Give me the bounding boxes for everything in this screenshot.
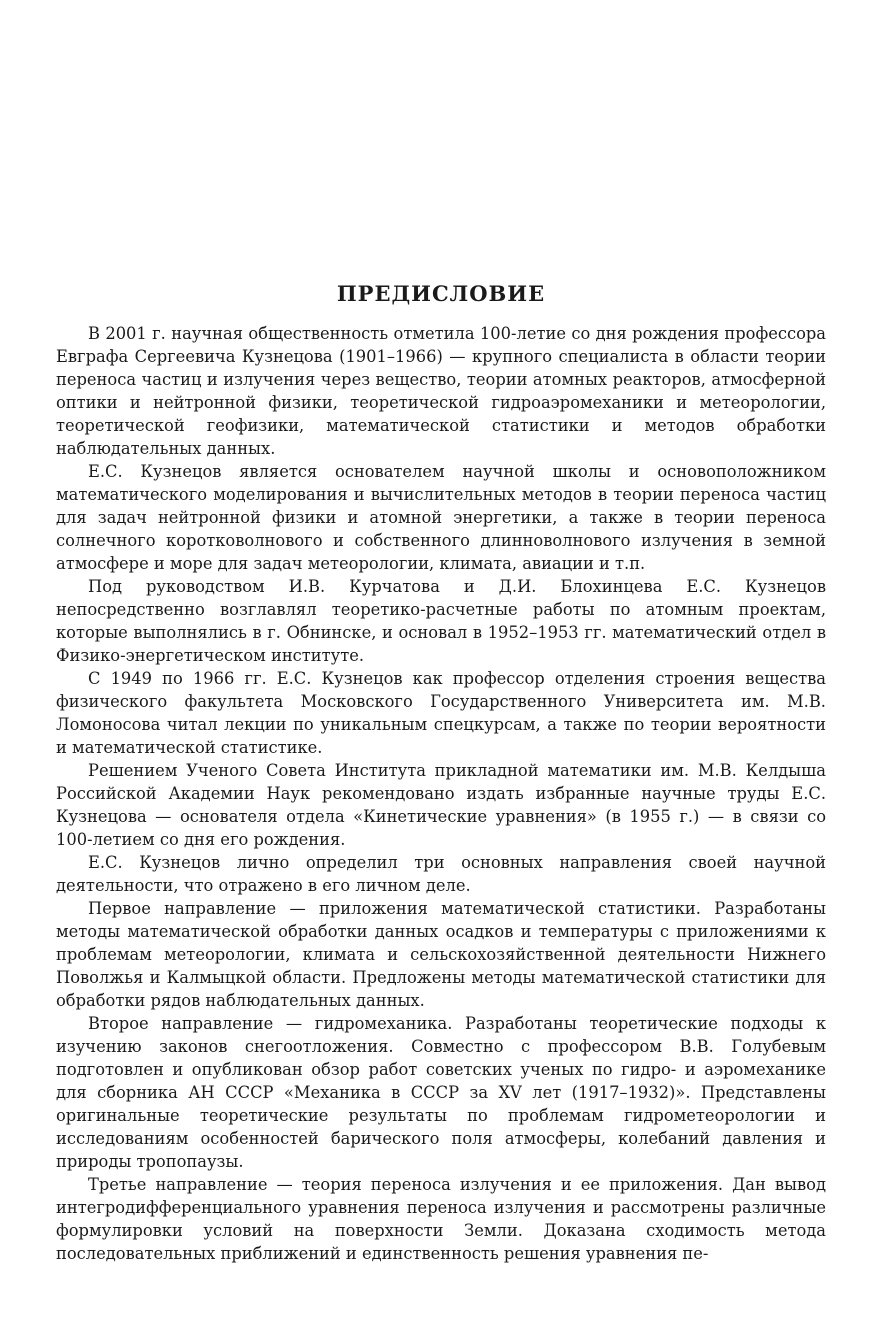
paragraph-3: Под руководством И.В. Курчатова и Д.И. Блохинцева Е.С. Кузнецов непосредственно возглавлял теоретико-расчетные работы по атомным проектам, которые выполнялись в г. Обнинске, и основал в 1952–1953 гг. математический отдел в Физико-энергетическом институте.	[56, 577, 826, 665]
paragraph-5: Решением Ученого Совета Института прикладной математики им. М.В. Келдыша Российской Академии Наук рекомендовано издать избранные научные труды Е.С. Кузнецова — основателя отдела «Кинетические уравнения» (в 1955 г.) — в связи со 100-летием со дня его рождения.	[56, 761, 826, 849]
paragraph-9: Третье направление — теория переноса излучения и ее приложения. Дан вывод интегродифференциального уравнения переноса излучения и рассмотрены различные формулировки условий на поверхности Земли. Доказана сходимость метода последовательных приближений и единственность решения уравнения пе-	[56, 1175, 826, 1263]
paragraph-6: Е.С. Кузнецов лично определил три основных направления своей научной деятельности, что отражено в его личном деле.	[56, 853, 826, 895]
paragraph-8: Второе направление — гидромеханика. Разработаны теоретические подходы к изучению законов снегоотложения. Совместно с профессором В.В. Голубевым подготовлен и опубликован обзор работ советских ученых по гидро- и аэромеханике для сборника АН СССР «Механика в СССР за XV лет (1917–1932)». Представлены оригинальные теоретические результаты по проблемам гидрометеорологии и исследованиям особенностей барического поля атмосферы, колебаний давления и природы тропопаузы.	[56, 1014, 826, 1171]
paragraph-2: Е.С. Кузнецов является основателем научной школы и основоположником математического моделирования и вычислительных методов в теории переноса частиц для задач нейтронной физики и атомной энергетики, а также в теории переноса солнечного коротковолнового и собственного длинноволнового излучения в земной атмосфере и море для задач метеорологии, климата, авиации и т.п.	[56, 462, 826, 573]
paragraph-7: Первое направление — приложения математической статистики. Разработаны методы математической обработки данных осадков и температуры с приложениями к проблемам метеорологии, климата и сельскохозяйственной деятельности Нижнего Поволжья и Калмыцкой области. Предложены методы математической статистики для обработки рядов наблюдательных данных.	[56, 899, 826, 1010]
document-page	[56, 280, 826, 1265]
paragraph-1: В 2001 г. научная общественность отметила 100-летие со дня рождения профессора Евграфа Сергеевича Кузнецова (1901–1966) — крупного специалиста в области теории переноса частиц и излучения через вещество, теории атомных реакторов, атмосферной оптики и нейтронной физики, теоретической гидроаэромеханики и метеорологии, теоретической геофизики, математической статистики и методов обработки наблюдательных данных.	[56, 324, 826, 458]
page-title: ПРЕДИСЛОВИЕ	[336, 281, 546, 306]
paragraph-4: С 1949 по 1966 гг. Е.С. Кузнецов как профессор отделения строения вещества физического факультета Московского Государственного Университета им. М.В. Ломоносова читал лекции по уникальным спецкурсам, а также по теории вероятности и математической статистике.	[56, 669, 826, 757]
